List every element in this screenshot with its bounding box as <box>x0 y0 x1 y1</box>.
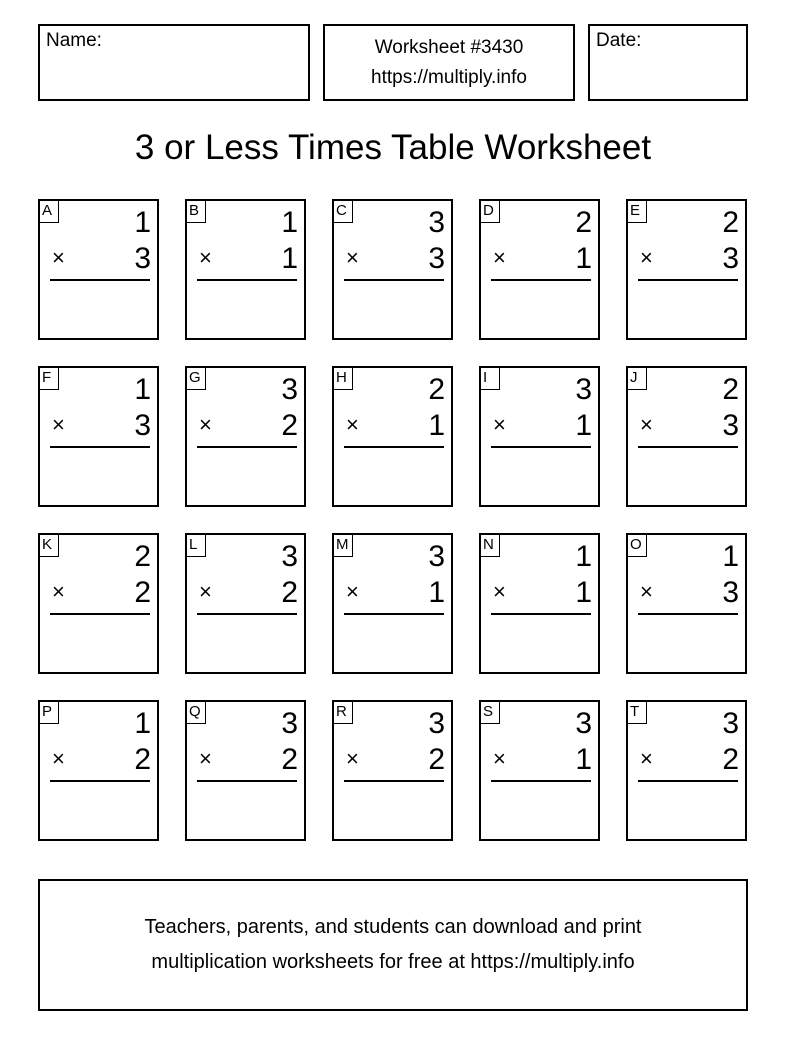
multiplier: 1 <box>428 409 445 442</box>
multiplicand: 1 <box>134 373 151 406</box>
multiply-sign: × <box>493 245 506 270</box>
problem-t[interactable] <box>626 700 747 841</box>
multiplier: 2 <box>722 743 739 776</box>
multiply-sign: × <box>199 412 212 437</box>
multiply-sign: × <box>346 245 359 270</box>
problem-letter: I <box>481 368 500 390</box>
problem-e[interactable] <box>626 199 747 340</box>
problem-letter: F <box>40 368 59 390</box>
problem-a[interactable] <box>38 199 159 340</box>
answer-line <box>197 613 297 615</box>
multiplier: 1 <box>428 576 445 609</box>
multiply-sign: × <box>493 579 506 604</box>
multiplier: 2 <box>281 743 298 776</box>
multiply-sign: × <box>640 245 653 270</box>
answer-line <box>50 446 150 448</box>
multiplier: 2 <box>281 409 298 442</box>
problem-d[interactable] <box>479 199 600 340</box>
multiplicand: 3 <box>722 707 739 740</box>
multiplier: 3 <box>134 409 151 442</box>
multiplier: 3 <box>134 242 151 275</box>
multiplicand: 1 <box>575 540 592 573</box>
answer-line <box>638 446 738 448</box>
multiplicand: 3 <box>575 707 592 740</box>
problem-letter: D <box>481 201 500 223</box>
problem-c[interactable] <box>332 199 453 340</box>
multiplier: 1 <box>575 409 592 442</box>
problem-letter: L <box>187 535 206 557</box>
multiply-sign: × <box>199 245 212 270</box>
multiplicand: 3 <box>575 373 592 406</box>
problem-o[interactable] <box>626 533 747 674</box>
problem-letter: C <box>334 201 353 223</box>
multiplicand: 3 <box>281 373 298 406</box>
multiplicand: 2 <box>134 540 151 573</box>
answer-line <box>344 279 444 281</box>
multiply-sign: × <box>346 412 359 437</box>
worksheet-number: Worksheet #3430 <box>374 37 524 58</box>
answer-line <box>344 780 444 782</box>
answer-line <box>638 279 738 281</box>
multiply-sign: × <box>199 579 212 604</box>
multiplicand: 2 <box>575 206 592 239</box>
multiplier: 3 <box>722 409 739 442</box>
multiply-sign: × <box>493 746 506 771</box>
name-field[interactable] <box>38 24 310 101</box>
multiplicand: 2 <box>722 373 739 406</box>
answer-line <box>197 780 297 782</box>
answer-line <box>50 613 150 615</box>
problem-s[interactable] <box>479 700 600 841</box>
multiplicand: 2 <box>428 373 445 406</box>
multiply-sign: × <box>346 746 359 771</box>
problem-b[interactable] <box>185 199 306 340</box>
answer-line <box>197 279 297 281</box>
answer-line <box>50 279 150 281</box>
problem-letter: Q <box>187 702 206 724</box>
multiply-sign: × <box>52 579 65 604</box>
problem-q[interactable] <box>185 700 306 841</box>
multiply-sign: × <box>640 579 653 604</box>
answer-line <box>491 780 591 782</box>
worksheet-url: https://multiply.info <box>371 67 527 88</box>
multiplicand: 3 <box>428 707 445 740</box>
problem-m[interactable] <box>332 533 453 674</box>
multiply-sign: × <box>640 746 653 771</box>
answer-line <box>638 613 738 615</box>
problem-letter: T <box>628 702 647 724</box>
multiplier: 3 <box>722 242 739 275</box>
multiply-sign: × <box>640 412 653 437</box>
answer-line <box>344 613 444 615</box>
worksheet-info <box>323 24 575 101</box>
multiplier: 1 <box>575 576 592 609</box>
problem-letter: R <box>334 702 353 724</box>
problem-h[interactable] <box>332 366 453 507</box>
problem-p[interactable] <box>38 700 159 841</box>
multiply-sign: × <box>346 579 359 604</box>
problem-l[interactable] <box>185 533 306 674</box>
multiplicand: 3 <box>428 540 445 573</box>
problem-letter: H <box>334 368 353 390</box>
footer-line-2: multiplication worksheets for free at https://multiply.info <box>151 951 635 973</box>
problem-letter: M <box>334 535 353 557</box>
name-label: Name: <box>46 30 102 51</box>
multiplicand: 1 <box>281 206 298 239</box>
multiplier: 3 <box>428 242 445 275</box>
date-label: Date: <box>596 30 642 51</box>
problem-letter: P <box>40 702 59 724</box>
answer-line <box>197 446 297 448</box>
footer-note <box>38 879 748 1011</box>
problem-r[interactable] <box>332 700 453 841</box>
multiply-sign: × <box>493 412 506 437</box>
problem-letter: K <box>40 535 59 557</box>
answer-line <box>491 613 591 615</box>
problem-letter: B <box>187 201 206 223</box>
multiply-sign: × <box>52 746 65 771</box>
problem-letter: G <box>187 368 206 390</box>
multiply-sign: × <box>199 746 212 771</box>
multiplier: 3 <box>722 576 739 609</box>
problem-n[interactable] <box>479 533 600 674</box>
problem-letter: A <box>40 201 59 223</box>
multiplicand: 3 <box>281 540 298 573</box>
date-field[interactable] <box>588 24 748 101</box>
multiplicand: 3 <box>281 707 298 740</box>
answer-line <box>344 446 444 448</box>
multiplier: 1 <box>575 242 592 275</box>
multiply-sign: × <box>52 245 65 270</box>
multiplier: 2 <box>281 576 298 609</box>
multiplicand: 1 <box>134 707 151 740</box>
problem-i[interactable] <box>479 366 600 507</box>
multiplicand: 1 <box>134 206 151 239</box>
multiplicand: 1 <box>722 540 739 573</box>
multiplier: 2 <box>134 576 151 609</box>
problem-letter: E <box>628 201 647 223</box>
multiply-sign: × <box>52 412 65 437</box>
multiplier: 1 <box>575 743 592 776</box>
multiplier: 1 <box>281 242 298 275</box>
answer-line <box>638 780 738 782</box>
answer-line <box>491 279 591 281</box>
multiplicand: 3 <box>428 206 445 239</box>
answer-line <box>50 780 150 782</box>
problem-letter: J <box>628 368 647 390</box>
problem-letter: S <box>481 702 500 724</box>
answer-line <box>491 446 591 448</box>
problem-g[interactable] <box>185 366 306 507</box>
multiplicand: 2 <box>722 206 739 239</box>
problem-j[interactable] <box>626 366 747 507</box>
problem-f[interactable] <box>38 366 159 507</box>
multiplier: 2 <box>428 743 445 776</box>
multiplier: 2 <box>134 743 151 776</box>
problem-letter: N <box>481 535 500 557</box>
problem-letter: O <box>628 535 647 557</box>
footer-line-1: Teachers, parents, and students can download and print <box>144 916 642 938</box>
problem-k[interactable] <box>38 533 159 674</box>
page-title: 3 or Less Times Table Worksheet <box>134 128 652 167</box>
